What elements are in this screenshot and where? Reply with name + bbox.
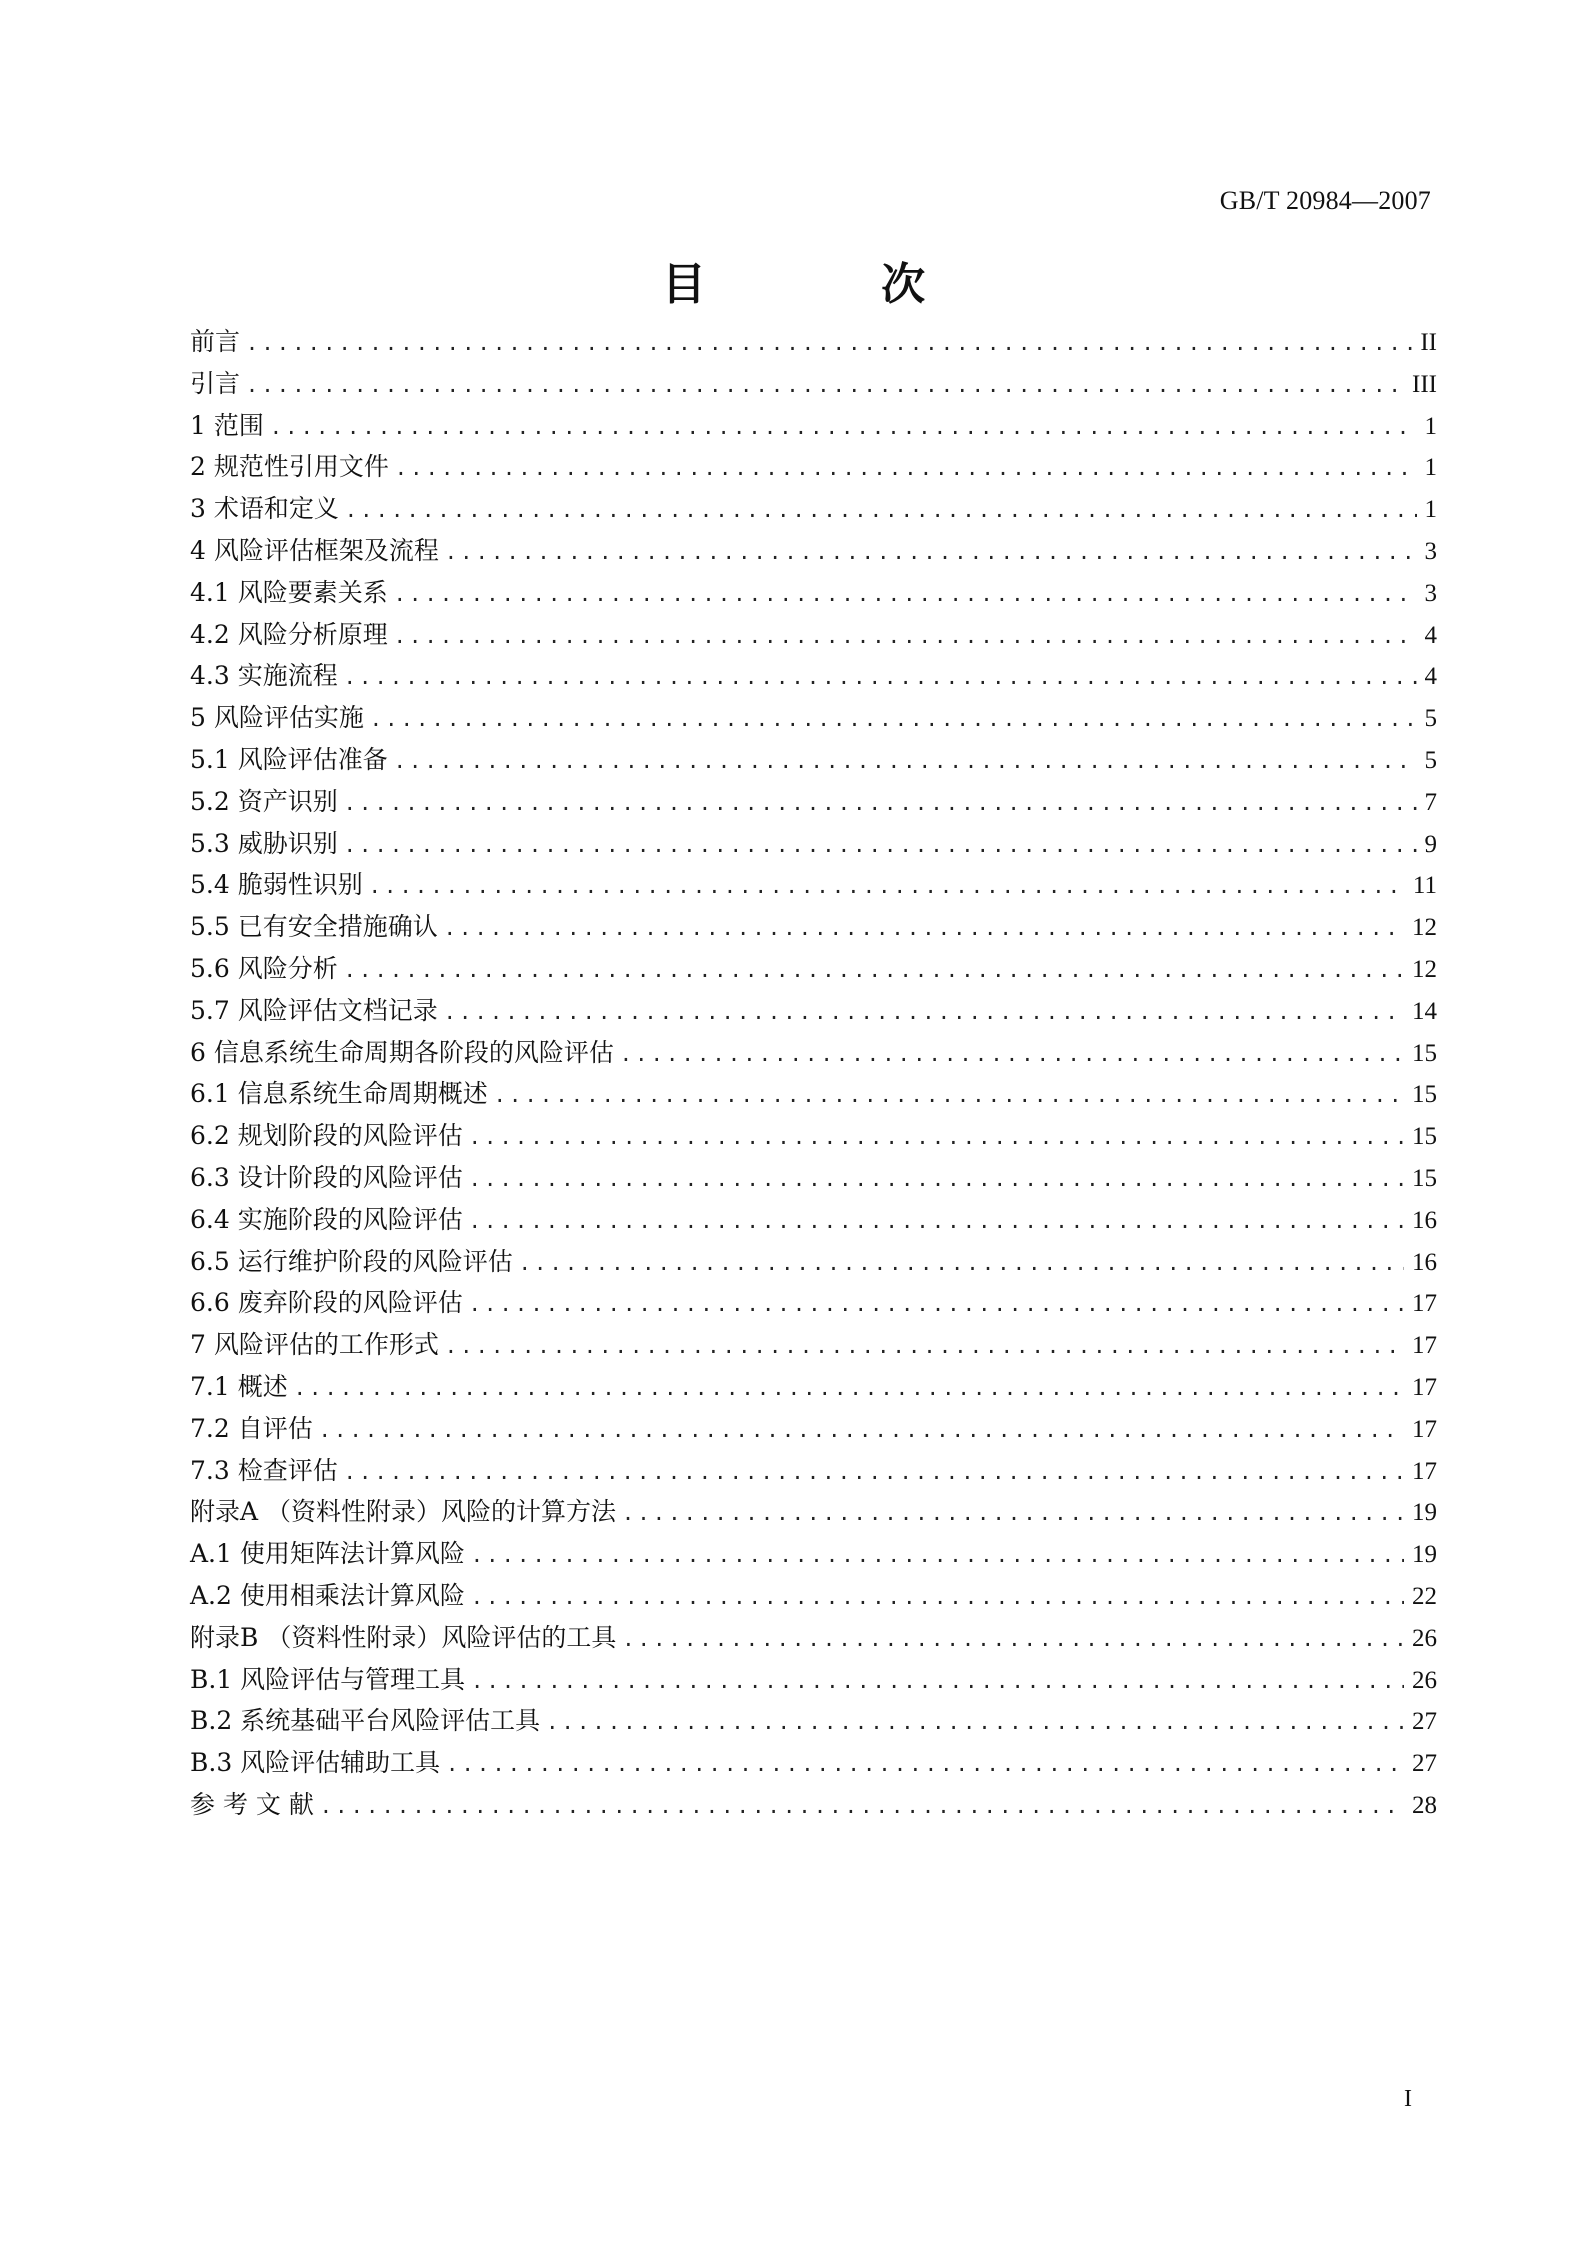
standard-code: GB/T 20984—2007 <box>1219 186 1431 215</box>
toc-leader-dots <box>546 1702 1404 1744</box>
toc-entry[interactable] <box>190 1199 1437 1241</box>
toc-entry-label: 3 术语和定义 <box>190 494 339 524</box>
toc-entry-label: 5.2 资产识别 <box>190 786 338 816</box>
toc-entry[interactable] <box>190 1617 1437 1659</box>
toc-entry-page: 15 <box>1412 1164 1437 1192</box>
toc-entry[interactable] <box>190 1241 1437 1283</box>
toc-entry-label: B.1 风险评估与管理工具 <box>190 1664 466 1694</box>
toc-entry-page: 3 <box>1424 579 1437 607</box>
toc-leader-dots <box>469 1159 1404 1201</box>
toc-leader-dots <box>445 532 1417 574</box>
page-number: I <box>1404 2086 1412 2112</box>
toc-entry-page: 26 <box>1412 1624 1437 1652</box>
toc-leader-dots <box>344 657 1417 699</box>
toc-leader-dots <box>246 323 1412 365</box>
toc-entry[interactable] <box>190 1491 1437 1533</box>
toc-entry-page: 1 <box>1424 412 1437 440</box>
toc-entry-page: 16 <box>1412 1248 1437 1276</box>
toc-entry[interactable] <box>190 1533 1437 1575</box>
toc-entry-label: 6.6 废弃阶段的风险评估 <box>190 1288 463 1318</box>
toc-entry[interactable] <box>190 405 1437 447</box>
toc-entry[interactable] <box>190 1032 1437 1074</box>
toc-entry[interactable] <box>190 1324 1437 1366</box>
toc-entry-label: 7.3 检查评估 <box>190 1455 338 1485</box>
toc-entry-page: 12 <box>1412 914 1437 942</box>
toc-entry-page: 17 <box>1412 1415 1437 1443</box>
toc-entry[interactable] <box>190 739 1437 781</box>
toc-entry[interactable] <box>190 1073 1437 1115</box>
toc-entry[interactable] <box>190 1282 1437 1324</box>
toc-entry-label: 5.1 风险评估准备 <box>190 744 388 774</box>
toc-leader-dots <box>394 574 1417 616</box>
toc-entry[interactable] <box>190 530 1437 572</box>
toc-entry[interactable] <box>190 906 1437 948</box>
toc-leader-dots <box>444 992 1404 1034</box>
toc-entry-label: 6.3 设计阶段的风险评估 <box>190 1162 463 1192</box>
toc-entry-page: 22 <box>1412 1582 1437 1610</box>
toc-entry[interactable] <box>190 948 1437 990</box>
toc-entry-page: 15 <box>1412 1081 1437 1109</box>
toc-leader-dots <box>469 1117 1404 1159</box>
toc-entry-label: 4.3 实施流程 <box>190 661 338 691</box>
toc-entry-label: 7 风险评估的工作形式 <box>190 1330 439 1360</box>
toc-entry-label: B.2 系统基础平台风险评估工具 <box>190 1706 541 1736</box>
toc-leader-dots <box>446 1744 1404 1786</box>
toc-entry-page: II <box>1420 329 1437 356</box>
toc-entry[interactable] <box>190 1659 1437 1701</box>
toc-leader-dots <box>246 365 1404 407</box>
toc-entry[interactable] <box>190 1366 1437 1408</box>
toc-entry-page: 9 <box>1424 830 1437 858</box>
toc-entry-label: 5.3 威胁识别 <box>190 828 338 858</box>
toc-entry-page: 5 <box>1424 705 1437 733</box>
toc-entry-label: 6.5 运行维护阶段的风险评估 <box>190 1246 513 1276</box>
toc-entry[interactable] <box>190 823 1437 865</box>
toc-leader-dots <box>370 699 1417 741</box>
toc-entry-label: 前言 <box>190 327 241 356</box>
toc-entry-page: 19 <box>1412 1541 1437 1569</box>
toc-entry-label: 5.7 风险评估文档记录 <box>190 995 438 1025</box>
toc-entry[interactable] <box>190 488 1437 530</box>
toc-entry-page: 17 <box>1412 1290 1437 1318</box>
toc-leader-dots <box>320 1786 1404 1828</box>
toc-entry[interactable] <box>190 1408 1437 1450</box>
toc-leader-dots <box>471 1535 1404 1577</box>
toc-entry[interactable] <box>190 697 1437 739</box>
toc-leader-dots <box>471 1661 1404 1703</box>
toc-entry-page: 17 <box>1412 1457 1437 1485</box>
toc-entry[interactable] <box>190 781 1437 823</box>
toc-leader-dots <box>445 1326 1404 1368</box>
toc-entry[interactable] <box>190 1742 1437 1784</box>
toc-entry-page: 14 <box>1412 997 1437 1025</box>
toc-leader-dots <box>494 1075 1404 1117</box>
toc-entry-page: 17 <box>1412 1332 1437 1360</box>
toc-entry-page: 1 <box>1424 454 1437 482</box>
toc-entry-label: 参 考 文 献 <box>190 1789 314 1819</box>
toc-entry-page: 15 <box>1412 1123 1437 1151</box>
toc-entry-label: 5 风险评估实施 <box>190 703 364 733</box>
toc-entry-label: 6.4 实施阶段的风险评估 <box>190 1204 463 1234</box>
toc-leader-dots <box>344 950 1404 992</box>
toc-entry[interactable] <box>190 446 1437 488</box>
page-title: 目 次 <box>661 259 1006 310</box>
toc-leader-dots <box>394 616 1417 658</box>
toc-entry[interactable] <box>190 1115 1437 1157</box>
toc-entry-page: 3 <box>1424 537 1437 565</box>
toc-entry-label: 引言 <box>190 368 241 398</box>
toc-entry-page: 28 <box>1412 1791 1437 1819</box>
toc-entry[interactable] <box>190 655 1437 697</box>
toc-leader-dots <box>444 908 1404 950</box>
table-of-contents <box>190 321 1437 1826</box>
toc-entry-page: 16 <box>1412 1206 1437 1234</box>
toc-entry-label: 5.5 已有安全措施确认 <box>190 912 438 942</box>
toc-leader-dots <box>369 866 1405 908</box>
toc-leader-dots <box>469 1284 1404 1326</box>
toc-leader-dots <box>469 1201 1404 1243</box>
toc-entry-page: 1 <box>1424 496 1437 524</box>
toc-entry[interactable] <box>190 363 1437 405</box>
toc-entry-page: 5 <box>1424 746 1437 774</box>
toc-entry[interactable] <box>190 572 1437 614</box>
toc-entry-page: 11 <box>1412 872 1437 900</box>
toc-entry-label: 4.1 风险要素关系 <box>190 577 388 607</box>
toc-entry-page: 27 <box>1412 1750 1437 1778</box>
toc-leader-dots <box>319 1410 1404 1452</box>
toc-entry-page: 19 <box>1412 1499 1437 1527</box>
toc-entry-label: 2 规范性引用文件 <box>190 452 389 482</box>
toc-entry[interactable] <box>190 1575 1437 1617</box>
toc-leader-dots <box>620 1034 1404 1076</box>
toc-entry-page: 17 <box>1412 1373 1437 1401</box>
toc-entry-label: 6.1 信息系统生命周期概述 <box>190 1079 488 1109</box>
toc-entry[interactable] <box>190 614 1437 656</box>
toc-entry-page: 4 <box>1424 663 1437 691</box>
toc-entry[interactable] <box>190 1450 1437 1492</box>
toc-leader-dots <box>519 1243 1404 1285</box>
toc-leader-dots <box>394 741 1417 783</box>
toc-entry-label: 4 风险评估框架及流程 <box>190 535 439 565</box>
toc-entry-page: 7 <box>1424 788 1437 816</box>
toc-entry-label: 6 信息系统生命周期各阶段的风险评估 <box>190 1037 614 1067</box>
toc-leader-dots <box>622 1493 1404 1535</box>
toc-entry[interactable] <box>190 864 1437 906</box>
toc-entry[interactable] <box>190 1157 1437 1199</box>
toc-leader-dots <box>344 825 1417 867</box>
toc-entry[interactable] <box>190 1700 1437 1742</box>
toc-entry-label: 1 范围 <box>190 410 264 440</box>
toc-entry[interactable] <box>190 1784 1437 1826</box>
toc-leader-dots <box>344 1452 1404 1494</box>
toc-entry-page: 15 <box>1412 1039 1437 1067</box>
toc-entry-label: 4.2 风险分析原理 <box>190 619 388 649</box>
toc-entry-page: 27 <box>1412 1708 1437 1736</box>
toc-entry-page: 12 <box>1412 955 1437 983</box>
toc-entry-label: A.1 使用矩阵法计算风险 <box>190 1539 465 1569</box>
toc-entry-label: 7.1 概述 <box>190 1371 288 1401</box>
toc-entry-label: 5.4 脆弱性识别 <box>190 870 363 900</box>
toc-entry-label: B.3 风险评估辅助工具 <box>190 1748 441 1778</box>
toc-leader-dots <box>395 448 1417 490</box>
toc-leader-dots <box>471 1577 1404 1619</box>
toc-entry-label: A.2 使用相乘法计算风险 <box>190 1580 465 1610</box>
toc-entry-label: 5.6 风险分析 <box>190 953 338 983</box>
toc-entry[interactable] <box>190 321 1437 363</box>
toc-leader-dots <box>294 1368 1404 1410</box>
toc-entry-label: 附录B （资料性附录）风险评估的工具 <box>190 1622 617 1652</box>
toc-entry-page: 26 <box>1412 1666 1437 1694</box>
toc-leader-dots <box>345 490 1417 532</box>
toc-entry-label: 附录A （资料性附录）风险的计算方法 <box>190 1497 617 1527</box>
toc-entry-label: 6.2 规划阶段的风险评估 <box>190 1121 463 1151</box>
toc-leader-dots <box>622 1619 1404 1661</box>
toc-entry[interactable] <box>190 990 1437 1032</box>
toc-leader-dots <box>270 407 1417 449</box>
toc-leader-dots <box>344 783 1417 825</box>
toc-entry-label: 7.2 自评估 <box>190 1413 313 1443</box>
toc-entry-page: 4 <box>1424 621 1437 649</box>
toc-entry-page: III <box>1412 370 1437 398</box>
